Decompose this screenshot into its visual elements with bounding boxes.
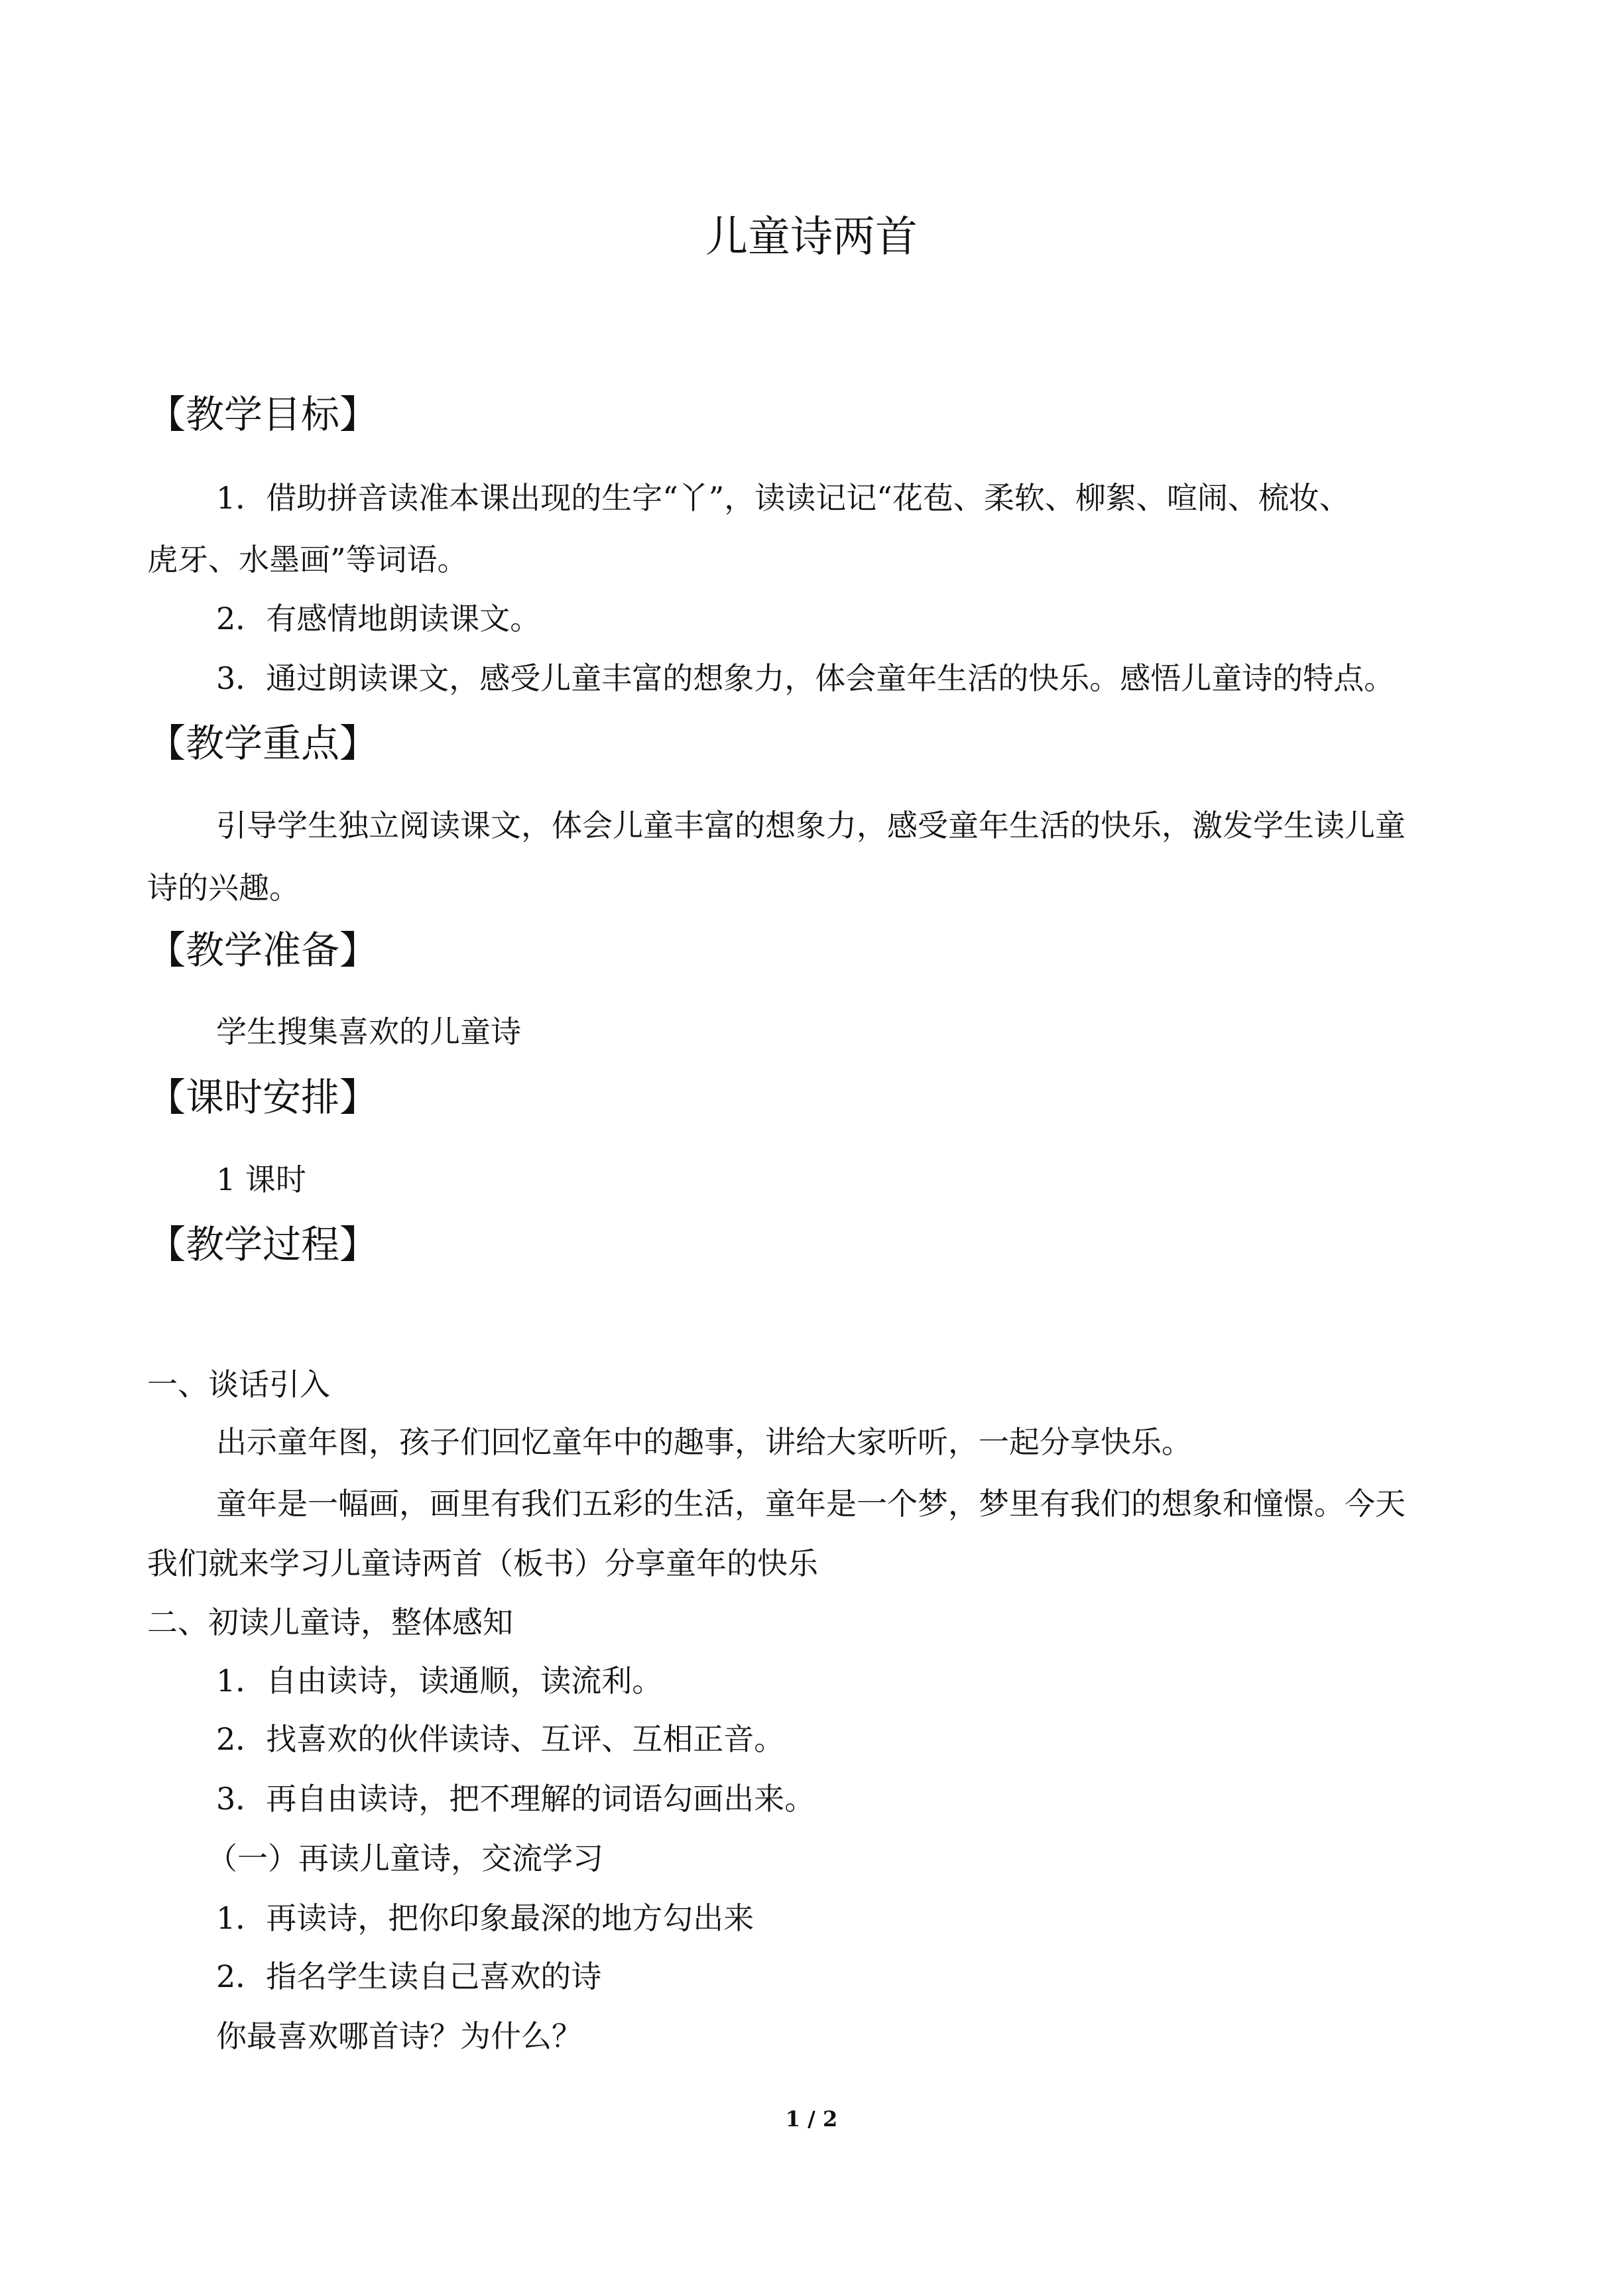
heading-preparation: 【教学准备】 <box>147 928 379 973</box>
process-part-2-item-2: 2．找喜欢的伙伴读诗、互评、互相正音。 <box>216 1721 785 1757</box>
process-part-2-title: 二、初读儿童诗，整体感知 <box>147 1604 513 1640</box>
preparation-text: 学生搜集喜欢的儿童诗 <box>216 1014 521 1050</box>
process-part-1-paragraph-2-line-2: 我们就来学习儿童诗两首（板书）分享童年的快乐 <box>147 1545 818 1581</box>
process-part-1-paragraph-2-line-1: 童年是一幅画，画里有我们五彩的生活，童年是一个梦，梦里有我们的想象和憧憬。今天 <box>216 1486 1406 1522</box>
process-subsection-1-title: （一）再读儿童诗，交流学习 <box>207 1841 603 1876</box>
process-subsection-1-item-1: 1．再读诗，把你印象最深的地方勾出来 <box>216 1900 754 1936</box>
objective-1-line-1: 1．借助拼音读准本课出现的生字“丫”，读读记记“花苞、柔软、柳絮、喧闹、梳妆、 <box>216 480 1350 516</box>
heading-objectives: 【教学目标】 <box>147 392 379 437</box>
heading-key-points: 【教学重点】 <box>147 721 379 766</box>
objective-1-line-2: 虎牙、水墨画”等词语。 <box>147 542 468 577</box>
objective-3: 3．通过朗读课文，感受儿童丰富的想象力，体会童年生活的快乐。感悟儿童诗的特点。 <box>216 660 1395 696</box>
heading-process: 【教学过程】 <box>147 1222 379 1267</box>
page-title: 儿童诗两首 <box>705 213 918 262</box>
process-part-2-item-1: 1．自由读诗，读通顺，读流利。 <box>216 1663 663 1699</box>
key-points-line-1: 引导学生独立阅读课文，体会儿童丰富的想象力，感受童年生活的快乐，激发学生读儿童 <box>216 808 1406 843</box>
process-part-1-paragraph-1: 出示童年图，孩子们回忆童年中的趣事，讲给大家听听，一起分享快乐。 <box>216 1424 1192 1460</box>
key-points-line-2: 诗的兴趣。 <box>147 870 300 906</box>
process-subsection-1-question: 你最喜欢哪首诗？为什么？ <box>216 2018 582 2054</box>
page-number: 1 / 2 <box>785 2106 838 2132</box>
schedule-text: 1 课时 <box>216 1162 306 1197</box>
process-subsection-1-item-2: 2．指名学生读自己喜欢的诗 <box>216 1959 602 1994</box>
heading-schedule: 【课时安排】 <box>147 1075 379 1120</box>
process-part-2-item-3: 3．再自由读诗，把不理解的词语勾画出来。 <box>216 1781 815 1817</box>
process-part-1-title: 一、谈话引入 <box>147 1366 330 1402</box>
objective-2: 2．有感情地朗读课文。 <box>216 601 541 636</box>
